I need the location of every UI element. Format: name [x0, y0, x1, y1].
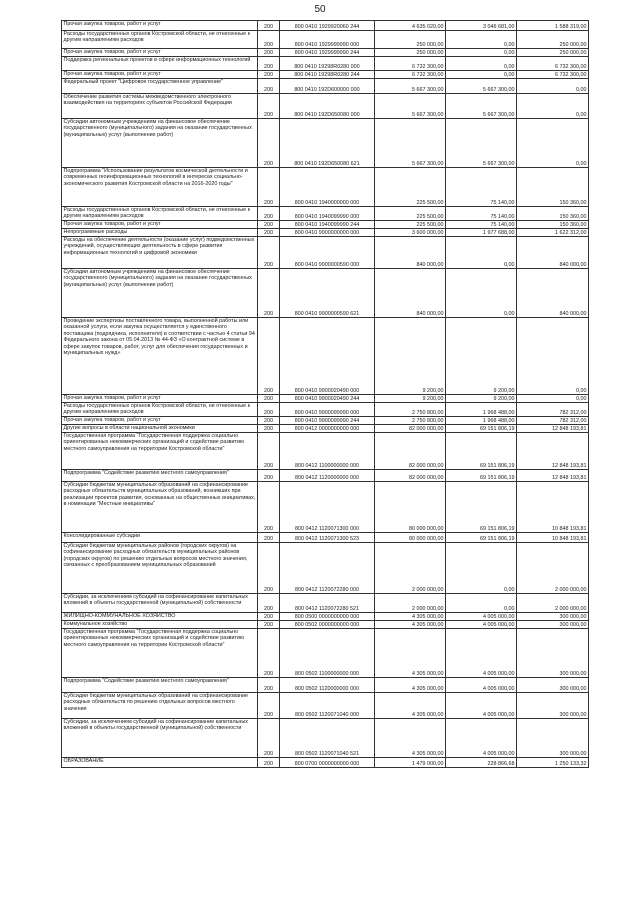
classification-code-cell: 800 0410 19298R0280 244 [280, 71, 375, 79]
approved-amount-cell: 1 479 000,00 [375, 758, 446, 768]
remaining-amount-cell: 300 000,00 [517, 719, 589, 758]
executed-amount-cell: 69 151 806,19 [446, 425, 517, 433]
admin-code-cell: 200 [258, 31, 280, 49]
table-row [62, 629, 589, 678]
page-number: 50 [314, 4, 326, 15]
table-row [62, 417, 589, 425]
approved-amount-cell: 5 667 300,00 [375, 119, 446, 168]
executed-amount-cell: 0,00 [446, 57, 517, 71]
table-row [62, 207, 589, 221]
remaining-amount-cell: 2 000 000,00 [517, 543, 589, 594]
executed-amount-cell: 4 005 000,00 [446, 621, 517, 629]
name-cell: Подпрограмма "Содействие развитию местного самоуправления" [62, 470, 258, 482]
name-cell: Государственная программа "Государственная поддержка социально ориентированных некоммерческих организаций и содействие развитию местного самоуправления на территории Костромской области" [62, 433, 258, 470]
admin-code-cell: 200 [258, 678, 280, 693]
remaining-amount-cell: 300 000,00 [517, 621, 589, 629]
executed-amount-cell: 75 140,00 [446, 207, 517, 221]
name-cell: Федеральный проект "Цифровое государственное управление" [62, 79, 258, 94]
admin-code-cell: 200 [258, 533, 280, 543]
classification-code-cell: 800 0410 9900000590 621 [280, 269, 375, 318]
remaining-amount-cell: 0,00 [517, 94, 589, 119]
admin-code-cell: 200 [258, 221, 280, 229]
name-cell: ЖИЛИЩНО-КОММУНАЛЬНОЕ ХОЗЯЙСТВО [62, 613, 258, 621]
approved-amount-cell: 225 500,00 [375, 221, 446, 229]
classification-code-cell: 800 0410 192D650080 000 [280, 94, 375, 119]
table-row [62, 229, 589, 237]
table-row [62, 433, 589, 470]
remaining-amount-cell: 150 360,00 [517, 168, 589, 207]
approved-amount-cell: 5 667 300,00 [375, 79, 446, 94]
table-row [62, 94, 589, 119]
admin-code-cell: 200 [258, 543, 280, 594]
remaining-amount-cell: 1 622 312,00 [517, 229, 589, 237]
name-cell: Консолидированные субсидии [62, 533, 258, 543]
remaining-amount-cell: 782 312,00 [517, 403, 589, 417]
remaining-amount-cell: 6 732 300,00 [517, 71, 589, 79]
approved-amount-cell: 4 305 000,00 [375, 621, 446, 629]
executed-amount-cell: 0,00 [446, 543, 517, 594]
admin-code-cell: 200 [258, 719, 280, 758]
approved-amount-cell: 3 600 000,00 [375, 229, 446, 237]
admin-code-cell: 200 [258, 693, 280, 719]
name-cell: ОБРАЗОВАНИЕ [62, 758, 258, 768]
approved-amount-cell: 250 000,00 [375, 31, 446, 49]
table-row [62, 621, 589, 629]
name-cell: Обеспечение развития системы межведомственного электронного взаимодействия на территориях субъектов Российской Федерации [62, 94, 258, 119]
approved-amount-cell: 82 000 000,00 [375, 470, 446, 482]
remaining-amount-cell: 150 360,00 [517, 207, 589, 221]
name-cell: Субсидии бюджетам муниципальных районов (городских округов) на софинансирование расходных обязательств муниципальных районов (городских округов) по решению отдельных вопросов местного значения, связанных с преобразованием муниципальных образований [62, 543, 258, 594]
remaining-amount-cell: 0,00 [517, 395, 589, 403]
approved-amount-cell: 4 305 000,00 [375, 629, 446, 678]
table-row [62, 49, 589, 57]
name-cell: Непрограммные расходы [62, 229, 258, 237]
admin-code-cell: 200 [258, 71, 280, 79]
classification-code-cell: 800 0500 0000000000 000 [280, 613, 375, 621]
executed-amount-cell: 0,00 [446, 594, 517, 613]
table-row [62, 71, 589, 79]
remaining-amount-cell: 0,00 [517, 318, 589, 395]
classification-code-cell: 800 0410 9900000590 000 [280, 237, 375, 269]
approved-amount-cell: 2 000 000,00 [375, 594, 446, 613]
admin-code-cell: 200 [258, 613, 280, 621]
table-row [62, 168, 589, 207]
classification-code-cell: 800 0412 1100000000 000 [280, 433, 375, 470]
table-row [62, 425, 589, 433]
remaining-amount-cell: 300 000,00 [517, 693, 589, 719]
approved-amount-cell: 4 305 000,00 [375, 719, 446, 758]
classification-code-cell: 800 0502 1120071040 000 [280, 693, 375, 719]
executed-amount-cell: 69 151 806,19 [446, 533, 517, 543]
remaining-amount-cell: 1 250 133,32 [517, 758, 589, 768]
admin-code-cell: 200 [258, 318, 280, 395]
classification-code-cell: 800 0412 0000000000 000 [280, 425, 375, 433]
table-row [62, 693, 589, 719]
name-cell: Подпрограмма "Содействие развитию местного самоуправления" [62, 678, 258, 693]
approved-amount-cell: 9 200,00 [375, 318, 446, 395]
approved-amount-cell: 840 000,00 [375, 237, 446, 269]
admin-code-cell: 200 [258, 594, 280, 613]
approved-amount-cell: 4 305 000,00 [375, 678, 446, 693]
executed-amount-cell: 69 151 806,19 [446, 482, 517, 533]
name-cell: Расходы государственных органов Костромской области, не отнесенные к другим направлениям расходов [62, 403, 258, 417]
admin-code-cell: 200 [258, 403, 280, 417]
approved-amount-cell: 9 200,00 [375, 395, 446, 403]
admin-code-cell: 200 [258, 57, 280, 71]
name-cell: Расходы на обеспечение деятельности (оказание услуг) подведомственных учреждений, осуществляющих деятельность в сфере развития информационных технологий и цифровой экономики [62, 237, 258, 269]
executed-amount-cell: 1 968 488,00 [446, 403, 517, 417]
admin-code-cell: 200 [258, 758, 280, 768]
admin-code-cell: 200 [258, 49, 280, 57]
remaining-amount-cell: 300 000,00 [517, 613, 589, 621]
approved-amount-cell: 4 305 000,00 [375, 613, 446, 621]
approved-amount-cell: 4 305 000,00 [375, 693, 446, 719]
executed-amount-cell: 9 200,00 [446, 395, 517, 403]
table-row [62, 31, 589, 49]
remaining-amount-cell: 0,00 [517, 79, 589, 94]
classification-code-cell: 800 0412 1120072280 521 [280, 594, 375, 613]
admin-code-cell: 200 [258, 21, 280, 31]
classification-code-cell: 800 0412 1120072280 000 [280, 543, 375, 594]
approved-amount-cell: 225 500,00 [375, 168, 446, 207]
remaining-amount-cell: 300 000,00 [517, 629, 589, 678]
classification-code-cell: 800 0410 19298R0280 000 [280, 57, 375, 71]
approved-amount-cell: 80 000 000,00 [375, 482, 446, 533]
remaining-amount-cell: 840 000,00 [517, 269, 589, 318]
executed-amount-cell: 3 046 681,00 [446, 21, 517, 31]
classification-code-cell: 800 0410 1940000000 000 [280, 168, 375, 207]
table-row [62, 594, 589, 613]
approved-amount-cell: 6 732 300,00 [375, 57, 446, 71]
table-row [62, 395, 589, 403]
table-row [62, 719, 589, 758]
remaining-amount-cell: 10 848 193,81 [517, 482, 589, 533]
admin-code-cell: 200 [258, 269, 280, 318]
admin-code-cell: 200 [258, 94, 280, 119]
approved-amount-cell: 250 000,00 [375, 49, 446, 57]
executed-amount-cell: 0,00 [446, 237, 517, 269]
name-cell: Коммунальное хозяйство [62, 621, 258, 629]
classification-code-cell: 800 0502 0000000000 000 [280, 621, 375, 629]
executed-amount-cell: 75 140,00 [446, 168, 517, 207]
name-cell: Субсидии автономным учреждениям на финансовое обеспечение государственного (муниципального) задания на оказание государственных (муниципальных) услуг (выполнение работ) [62, 269, 258, 318]
name-cell: Субсидии бюджетам муниципальных образований на софинансирование расходных обязательств по решению отдельных вопросов местного значения [62, 693, 258, 719]
executed-amount-cell: 69 151 806,19 [446, 470, 517, 482]
executed-amount-cell: 5 667 300,00 [446, 94, 517, 119]
classification-code-cell: 800 0410 9900099990 244 [280, 417, 375, 425]
remaining-amount-cell: 250 000,00 [517, 31, 589, 49]
name-cell: Прочая закупка товаров, работ и услуг [62, 49, 258, 57]
classification-code-cell: 800 0412 1120000000 000 [280, 470, 375, 482]
table-row [62, 678, 589, 693]
admin-code-cell: 200 [258, 425, 280, 433]
approved-amount-cell: 82 000 000,00 [375, 425, 446, 433]
executed-amount-cell: 0,00 [446, 49, 517, 57]
name-cell: Расходы государственных органов Костромской области, не отнесенные к другим направлениям расходов [62, 207, 258, 221]
classification-code-cell: 800 0502 1100000000 000 [280, 629, 375, 678]
remaining-amount-cell: 6 732 300,00 [517, 57, 589, 71]
classification-code-cell: 800 0502 1120000000 000 [280, 678, 375, 693]
name-cell: Субсидии, за исключением субсидий на софинансирование капитальных вложений в объекты государственной (муниципальной) собственности [62, 594, 258, 613]
admin-code-cell: 200 [258, 470, 280, 482]
classification-code-cell: 800 0410 1929999990 000 [280, 31, 375, 49]
table-row [62, 613, 589, 621]
approved-amount-cell: 6 732 300,00 [375, 71, 446, 79]
name-cell: Проведение экспертизы поставленного товара, выполненной работы или оказанной услуги, если закупка осуществляется у единственного поставщика (подрядчика, исполнителя) в соответствии с частью 4 статьи 94 Федерального закона от 05.04.2013 № 44-ФЗ «О контрактной системе в сфере закупок товаров, работ, услуг для обеспечения государственных и муниципальных нужд» [62, 318, 258, 395]
classification-code-cell: 800 0410 1929999990 244 [280, 49, 375, 57]
name-cell: Прочая закупка товаров, работ и услуг [62, 71, 258, 79]
admin-code-cell: 200 [258, 417, 280, 425]
admin-code-cell: 200 [258, 621, 280, 629]
approved-amount-cell: 225 500,00 [375, 207, 446, 221]
approved-amount-cell: 80 000 000,00 [375, 533, 446, 543]
name-cell: Прочая закупка товаров, работ и услуг [62, 21, 258, 31]
executed-amount-cell: 4 005 000,00 [446, 693, 517, 719]
name-cell: Поддержка региональных проектов в сфере информационных технологий [62, 57, 258, 71]
remaining-amount-cell: 840 000,00 [517, 237, 589, 269]
approved-amount-cell: 4 635 020,00 [375, 21, 446, 31]
remaining-amount-cell: 12 848 193,81 [517, 433, 589, 470]
admin-code-cell: 200 [258, 168, 280, 207]
remaining-amount-cell: 250 000,00 [517, 49, 589, 57]
executed-amount-cell: 0,00 [446, 71, 517, 79]
approved-amount-cell: 5 667 300,00 [375, 94, 446, 119]
approved-amount-cell: 2 750 800,00 [375, 417, 446, 425]
classification-code-cell: 800 0410 9900020490 244 [280, 395, 375, 403]
remaining-amount-cell: 1 588 319,00 [517, 21, 589, 31]
admin-code-cell: 200 [258, 229, 280, 237]
table-row [62, 470, 589, 482]
classification-code-cell: 800 0700 0000000000 000 [280, 758, 375, 768]
classification-code-cell: 800 0502 1120071040 521 [280, 719, 375, 758]
executed-amount-cell: 9 200,00 [446, 318, 517, 395]
remaining-amount-cell: 10 848 193,81 [517, 533, 589, 543]
classification-code-cell: 800 0410 9900099990 000 [280, 403, 375, 417]
classification-code-cell: 800 0412 1120071300 523 [280, 533, 375, 543]
executed-amount-cell: 0,00 [446, 269, 517, 318]
executed-amount-cell: 4 005 000,00 [446, 719, 517, 758]
admin-code-cell: 200 [258, 119, 280, 168]
table-row [62, 57, 589, 71]
admin-code-cell: 200 [258, 237, 280, 269]
table-row [62, 221, 589, 229]
name-cell: Субсидии, за исключением субсидий на софинансирование капитальных вложений в объекты государственной (муниципальной) собственности [62, 719, 258, 758]
remaining-amount-cell: 12 848 193,81 [517, 470, 589, 482]
name-cell: Прочая закупка товаров, работ и услуг [62, 395, 258, 403]
approved-amount-cell: 2 750 800,00 [375, 403, 446, 417]
name-cell: Подпрограмма "Использование результатов космической деятельности и современных геоинформационных технологий в интересах социально-экономического развития Костромской области на 2016-2020 годы" [62, 168, 258, 207]
name-cell: Прочая закупка товаров, работ и услуг [62, 221, 258, 229]
executed-amount-cell: 5 667 300,00 [446, 119, 517, 168]
admin-code-cell: 200 [258, 79, 280, 94]
table-row [62, 543, 589, 594]
approved-amount-cell: 82 000 000,00 [375, 433, 446, 470]
admin-code-cell: 200 [258, 207, 280, 221]
table-row [62, 403, 589, 417]
admin-code-cell: 200 [258, 629, 280, 678]
name-cell: Государственная программа "Государственная поддержка социально ориентированных некоммерческих организаций и содействие развитию местного самоуправления на территории Костромской области" [62, 629, 258, 678]
executed-amount-cell: 4 005 000,00 [446, 678, 517, 693]
table-row [62, 758, 589, 768]
admin-code-cell: 200 [258, 482, 280, 533]
executed-amount-cell: 1 977 688,00 [446, 229, 517, 237]
approved-amount-cell: 2 000 000,00 [375, 543, 446, 594]
executed-amount-cell: 75 140,00 [446, 221, 517, 229]
name-cell: Субсидии автономным учреждениям на финансовое обеспечение государственного (муниципального) задания на оказание государственных (муниципальных) услуг (выполнение работ) [62, 119, 258, 168]
remaining-amount-cell: 150 360,00 [517, 221, 589, 229]
executed-amount-cell: 4 005 000,00 [446, 629, 517, 678]
remaining-amount-cell: 0,00 [517, 119, 589, 168]
executed-amount-cell: 228 866,68 [446, 758, 517, 768]
admin-code-cell: 200 [258, 395, 280, 403]
name-cell: Расходы государственных органов Костромской области, не отнесенные к другим направлениям расходов [62, 31, 258, 49]
remaining-amount-cell: 2 000 000,00 [517, 594, 589, 613]
executed-amount-cell: 4 005 000,00 [446, 613, 517, 621]
remaining-amount-cell: 300 000,00 [517, 678, 589, 693]
name-cell: Прочая закупка товаров, работ и услуг [62, 417, 258, 425]
classification-code-cell: 800 0410 192D600000 000 [280, 79, 375, 94]
budget-table-body [62, 21, 589, 768]
classification-code-cell: 800 0410 1929920060 244 [280, 21, 375, 31]
name-cell: Субсидии бюджетам муниципальных образований на софинансирование расходных обязательств муниципальных образований, возникших при реализации проектов развития, основанных на общественных инициативах, в номинации "Местные инициативы" [62, 482, 258, 533]
classification-code-cell: 800 0410 1940099990 000 [280, 207, 375, 221]
table-row [62, 79, 589, 94]
classification-code-cell: 800 0410 1940099990 244 [280, 221, 375, 229]
classification-code-cell: 800 0410 192D650080 621 [280, 119, 375, 168]
table-row [62, 269, 589, 318]
budget-table [61, 20, 589, 768]
admin-code-cell: 200 [258, 433, 280, 470]
table-row [62, 237, 589, 269]
name-cell: Другие вопросы в области национальной экономики [62, 425, 258, 433]
classification-code-cell: 800 0412 1120071300 000 [280, 482, 375, 533]
executed-amount-cell: 5 667 300,00 [446, 79, 517, 94]
executed-amount-cell: 0,00 [446, 31, 517, 49]
classification-code-cell: 800 0410 9900000000 000 [280, 229, 375, 237]
table-row [62, 119, 589, 168]
classification-code-cell: 800 0410 9900020490 000 [280, 318, 375, 395]
table-row [62, 482, 589, 533]
approved-amount-cell: 840 000,00 [375, 269, 446, 318]
remaining-amount-cell: 12 848 193,81 [517, 425, 589, 433]
table-row [62, 318, 589, 395]
executed-amount-cell: 1 968 488,00 [446, 417, 517, 425]
table-row [62, 21, 589, 31]
remaining-amount-cell: 782 312,00 [517, 417, 589, 425]
table-row [62, 533, 589, 543]
executed-amount-cell: 69 151 806,19 [446, 433, 517, 470]
